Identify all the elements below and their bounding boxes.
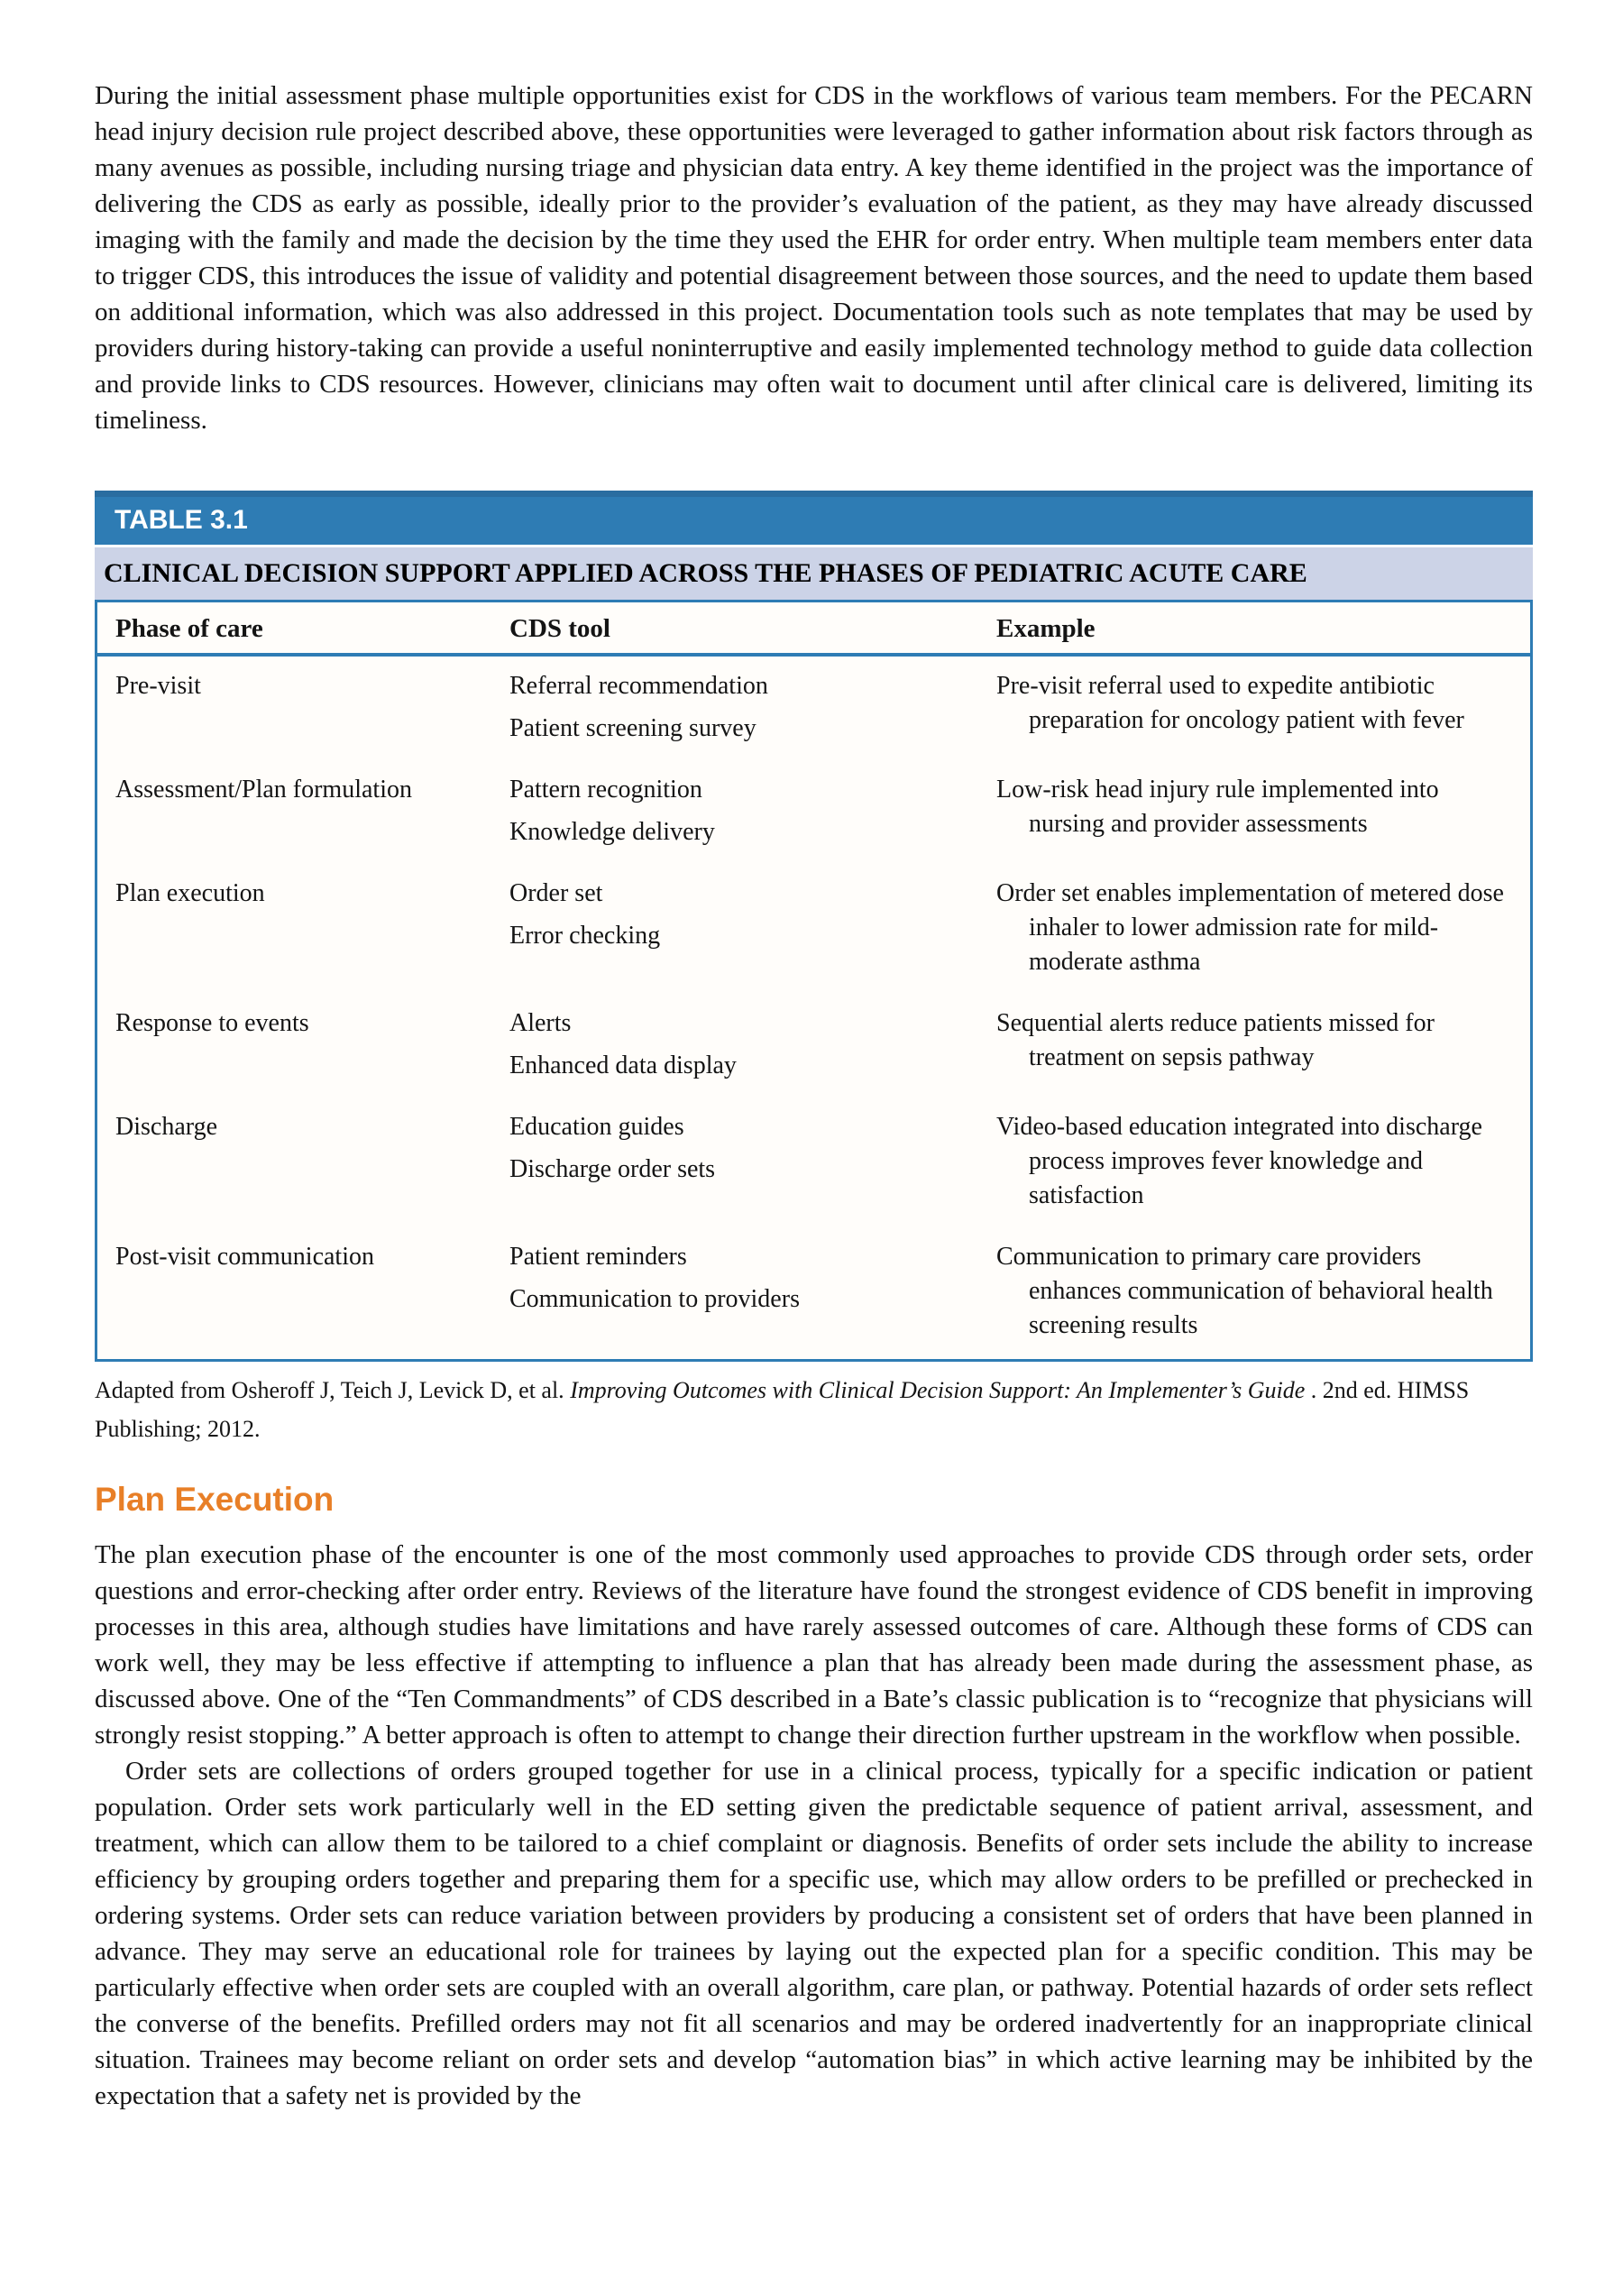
phase-cell: Discharge bbox=[115, 1113, 217, 1141]
table-label: TABLE 3.1 bbox=[95, 491, 1533, 545]
cds-tool-cell: Pattern recognition bbox=[509, 776, 702, 804]
table-source-note bbox=[95, 1371, 1533, 1448]
example-cell: Order set enables implementation of metered dose inhaler to lower admission rate for mild-moderate asthma bbox=[996, 879, 1504, 976]
cds-tool-cell: Patient screening survey bbox=[509, 714, 756, 742]
example-cell: Low-risk head injury rule implemented into nursing and provider assessments bbox=[996, 776, 1439, 838]
cds-tool-cell: Knowledge delivery bbox=[509, 818, 715, 846]
cds-tool-cell: Alerts bbox=[509, 1009, 572, 1037]
table-3-1 bbox=[95, 491, 1533, 1362]
example-cell: Pre-visit referral used to expedite antibiotic preparation for oncology patient with fever bbox=[996, 672, 1464, 734]
cds-tool-cell: Enhanced data display bbox=[509, 1052, 737, 1079]
table-row-discharge bbox=[97, 1110, 1530, 1240]
example-cell: Communication to primary care providers enhances communication of behavioral health screening results bbox=[996, 1243, 1493, 1339]
source-note-edition: . 2nd ed. HIMSS Publishing; 2012. bbox=[95, 1377, 1470, 1442]
cds-tool-cell: Referral recommendation bbox=[509, 672, 768, 700]
table-row-assessment-plan bbox=[97, 773, 1530, 877]
table-grid bbox=[95, 600, 1533, 1362]
paragraph-plan-execution: The plan execution phase of the encounter is one of the most commonly used approaches to provide CDS through order sets, order questions and error-checking after order entry. Reviews of the literature have found the strongest evidence of CDS benefit in improving processes in this area, although studies have limitations and have rarely assessed outcomes of care. Although these forms of CDS can work well, they may be less effective if attempting to influence a plan that has already been made during the assessment phase, as discussed above. One of the “Ten Commandments” of CDS described in a Bate’s classic publication is to “recognize that physicians will strongly resist stopping.” A better approach is often to attempt to change their direction further upstream in the workflow when possible. bbox=[95, 1540, 1533, 1750]
table-row-pre-visit bbox=[97, 669, 1530, 773]
source-note-text: Adapted from Osheroff J, Teich J, Levick D, et al. bbox=[95, 1377, 571, 1403]
example-cell: Video-based education integrated into discharge process improves fever knowledge and satisfaction bbox=[996, 1113, 1482, 1209]
example-cell: Sequential alerts reduce patients missed for treatment on sepsis pathway bbox=[996, 1009, 1435, 1071]
paragraph-intro: During the initial assessment phase multiple opportunities exist for CDS in the workflows of various team members. For the PECARN head injury decision rule project described above, these opportunities were leveraged to gather information about risk factors through as many avenues as possible, including nursing triage and physician data entry. A key theme identified in the project was the importance of delivering the CDS as early as possible, ideally prior to the provider’s evaluation of the patient, as they may have already discussed imaging with the family and made the decision by the time they used the EHR for order entry. When multiple team members enter data to trigger CDS, this introduces the issue of validity and potential disagreement between those sources, and the need to update them based on additional information, which was also addressed in this project. Documentation tools such as note templates that may be used by providers during history-taking can provide a useful noninterruptive and easily implemented technology method to guide data collection and provide links to CDS resources. However, clinicians may often wait to document until after clinical care is delivered, limiting its timeliness. bbox=[95, 81, 1533, 435]
cds-tool-cell: Education guides bbox=[509, 1113, 684, 1141]
phase-cell: Plan execution bbox=[115, 879, 265, 907]
table-header-row bbox=[97, 602, 1530, 657]
cds-tool-cell: Communication to providers bbox=[509, 1285, 800, 1313]
source-note-book-title: Improving Outcomes with Clinical Decision Support: An Implementer’s Guide bbox=[570, 1377, 1306, 1403]
column-header-phase-of-care: Phase of care bbox=[115, 614, 263, 643]
column-header-cds-tool: CDS tool bbox=[509, 614, 610, 643]
section-heading-plan-execution: Plan Execution bbox=[95, 1481, 335, 1518]
cds-tool-cell: Order set bbox=[509, 879, 603, 907]
phase-cell: Response to events bbox=[115, 1009, 309, 1037]
table-row-post-visit-communication bbox=[97, 1240, 1530, 1359]
phase-cell: Post-visit communication bbox=[115, 1243, 374, 1271]
phase-cell: Pre-visit bbox=[115, 672, 201, 700]
cds-tool-cell: Discharge order sets bbox=[509, 1155, 716, 1183]
table-row-response-to-events bbox=[97, 1006, 1530, 1110]
table-title: CLINICAL DECISION SUPPORT APPLIED ACROSS THE PHASES OF PEDIATRIC ACUTE CARE bbox=[95, 547, 1533, 600]
cds-tool-cell: Patient reminders bbox=[509, 1243, 687, 1271]
paragraph-order-sets: Order sets are collections of orders grouped together for use in a clinical process, typically for a specific indication or patient population. Order sets work particularly well in the ED setting given the predictable sequence of patient arrival, assessment, and treatment, which can allow them to be tailored to a chief complaint or diagnosis. Benefits of order sets include the ability to increase efficiency by grouping orders together and preparing them for a specific use, which may allow orders to be prefilled or prechecked in ordering systems. Order sets can reduce variation between providers by producing a consistent set of orders that have been planned in advance. They may serve an educational role for trainees by laying out the expected plan for a specific condition. This may be particularly effective when order sets are coupled with an overall algorithm, care plan, or pathway. Potential hazards of order sets reflect the converse of the benefits. Prefilled orders may not fit all scenarios and may be ordered inadvertently for an inappropriate clinical situation. Trainees may become reliant on order sets and develop “automation bias” in which active learning may be inhibited by the expectation that a safety net is provided by the bbox=[95, 1757, 1533, 2110]
column-header-example: Example bbox=[996, 614, 1096, 643]
table-row-plan-execution bbox=[97, 877, 1530, 1006]
phase-cell: Assessment/Plan formulation bbox=[115, 776, 412, 804]
cds-tool-cell: Error checking bbox=[509, 922, 661, 950]
